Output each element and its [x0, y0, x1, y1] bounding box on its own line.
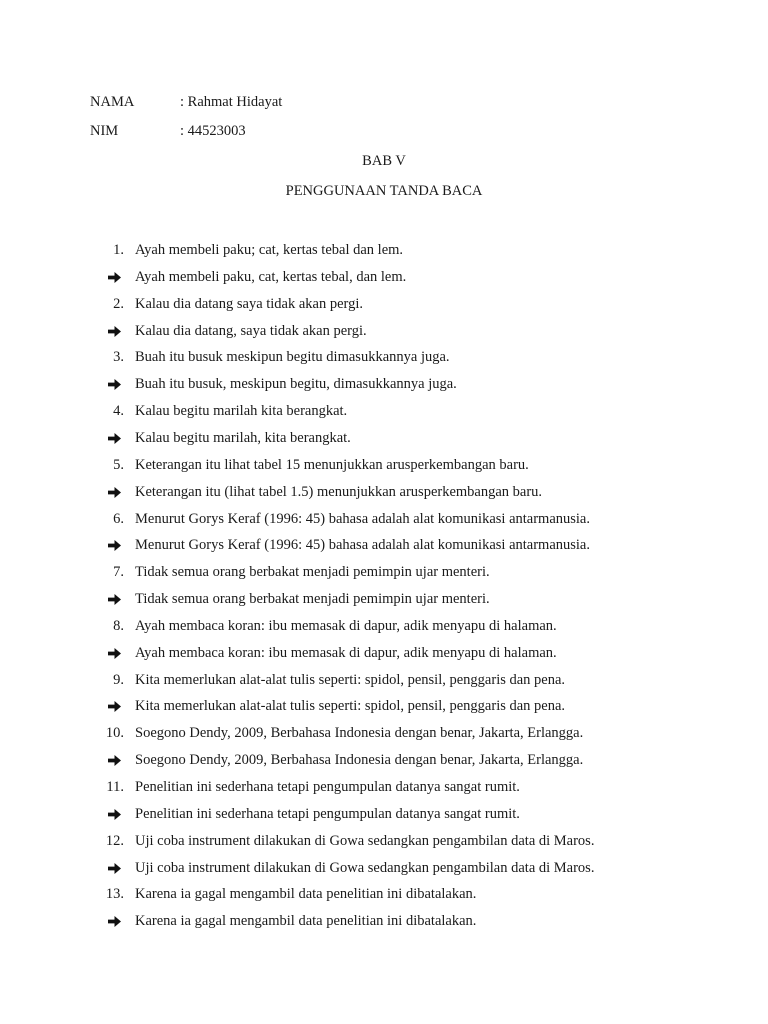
- arrow-right-icon: [108, 267, 135, 293]
- item-number: 3.: [113, 349, 124, 365]
- original-sentence: Soegono Dendy, 2009, Berbahasa Indonesia dengan benar, Jakarta, Erlangga.: [135, 725, 584, 741]
- item-number: 4.: [113, 403, 124, 419]
- arrow-right-icon: [108, 374, 135, 400]
- original-sentence: Ayah membeli paku; cat, kertas tebal dan lem.: [135, 242, 404, 258]
- corrected-sentence: Kalau begitu marilah, kita berangkat.: [135, 430, 351, 446]
- original-sentence: Karena ia gagal mengambil data penelitian ini dibatalakan.: [135, 886, 477, 902]
- item-number: 2.: [113, 296, 124, 312]
- item-number: 10.: [105, 725, 124, 741]
- arrow-right-icon: [108, 643, 135, 669]
- subject-title: PENGGUNAAN TANDA BACA: [285, 183, 483, 199]
- corrected-sentence: Ayah membaca koran: ibu memasak di dapur, adik menyapu di halaman.: [135, 645, 557, 661]
- chapter-title: BAB V: [362, 153, 406, 169]
- arrow-right-icon: [108, 589, 135, 615]
- item-number: 12.: [105, 833, 124, 849]
- corrected-sentence: Ayah membeli paku, cat, kertas tebal, dan lem.: [135, 269, 407, 285]
- name-label: NAMA: [90, 94, 135, 110]
- arrow-right-icon: [108, 428, 135, 454]
- original-sentence: Kita memerlukan alat-alat tulis seperti: spidol, pensil, penggaris dan pena.: [135, 672, 566, 688]
- original-sentence: Tidak semua orang berbakat menjadi pemimpin ujar menteri.: [135, 564, 490, 580]
- arrow-right-icon: [108, 321, 135, 347]
- original-sentence: Kalau begitu marilah kita berangkat.: [135, 403, 348, 419]
- corrected-sentence: Karena ia gagal mengambil data penelitian ini dibatalakan.: [135, 913, 477, 929]
- corrected-sentence: Buah itu busuk, meskipun begitu, dimasukkannya juga.: [135, 376, 457, 392]
- original-sentence: Uji coba instrument dilakukan di Gowa sedangkan pengambilan data di Maros.: [135, 833, 595, 849]
- corrected-sentence: Soegono Dendy, 2009, Berbahasa Indonesia dengan benar, Jakarta, Erlangga.: [135, 752, 584, 768]
- name-value: : Rahmat Hidayat: [180, 94, 283, 110]
- original-sentence: Menurut Gorys Keraf (1996: 45) bahasa adalah alat komunikasi antarmanusia.: [135, 511, 590, 527]
- corrected-sentence: Kita memerlukan alat-alat tulis seperti: spidol, pensil, penggaris dan pena.: [135, 698, 566, 714]
- item-number: 5.: [113, 457, 124, 473]
- item-number: 1.: [113, 242, 124, 258]
- name-row: [90, 92, 282, 112]
- original-sentence: Buah itu busuk meskipun begitu dimasukkannya juga.: [135, 349, 450, 365]
- corrected-sentence: Keterangan itu (lihat tabel 1.5) menunjukkan arusperkembangan baru.: [135, 484, 543, 500]
- corrected-sentence: Menurut Gorys Keraf (1996: 45) bahasa adalah alat komunikasi antarmanusia.: [135, 537, 590, 553]
- corrected-sentence: Kalau dia datang, saya tidak akan pergi.: [135, 323, 367, 339]
- item-number: 8.: [113, 618, 124, 634]
- arrow-right-icon: [108, 696, 135, 722]
- arrow-right-icon: [108, 804, 135, 830]
- nim-value: : 44523003: [180, 123, 246, 139]
- item-number: 6.: [113, 511, 124, 527]
- corrected-sentence: Penelitian ini sederhana tetapi pengumpulan datanya sangat rumit.: [135, 806, 520, 822]
- item-number: 7.: [113, 564, 124, 580]
- original-sentence: Kalau dia datang saya tidak akan pergi.: [135, 296, 364, 312]
- original-sentence: Keterangan itu lihat tabel 15 menunjukkan arusperkembangan baru.: [135, 457, 529, 473]
- nim-row: [90, 121, 246, 141]
- corrected-sentence: Uji coba instrument dilakukan di Gowa sedangkan pengambilan data di Maros.: [135, 860, 595, 876]
- arrow-right-icon: [108, 911, 135, 937]
- original-sentence: Penelitian ini sederhana tetapi pengumpulan datanya sangat rumit.: [135, 779, 520, 795]
- arrow-right-icon: [108, 858, 135, 884]
- arrow-right-icon: [108, 482, 135, 508]
- nim-label: NIM: [90, 123, 119, 139]
- item-number: 9.: [113, 672, 124, 688]
- item-number: 11.: [106, 779, 124, 795]
- item-number: 13.: [105, 886, 124, 902]
- original-sentence: Ayah membaca koran: ibu memasak di dapur, adik menyapu di halaman.: [135, 618, 557, 634]
- arrow-right-icon: [108, 535, 135, 561]
- arrow-right-icon: [108, 750, 135, 776]
- corrected-sentence: Tidak semua orang berbakat menjadi pemimpin ujar menteri.: [135, 591, 490, 607]
